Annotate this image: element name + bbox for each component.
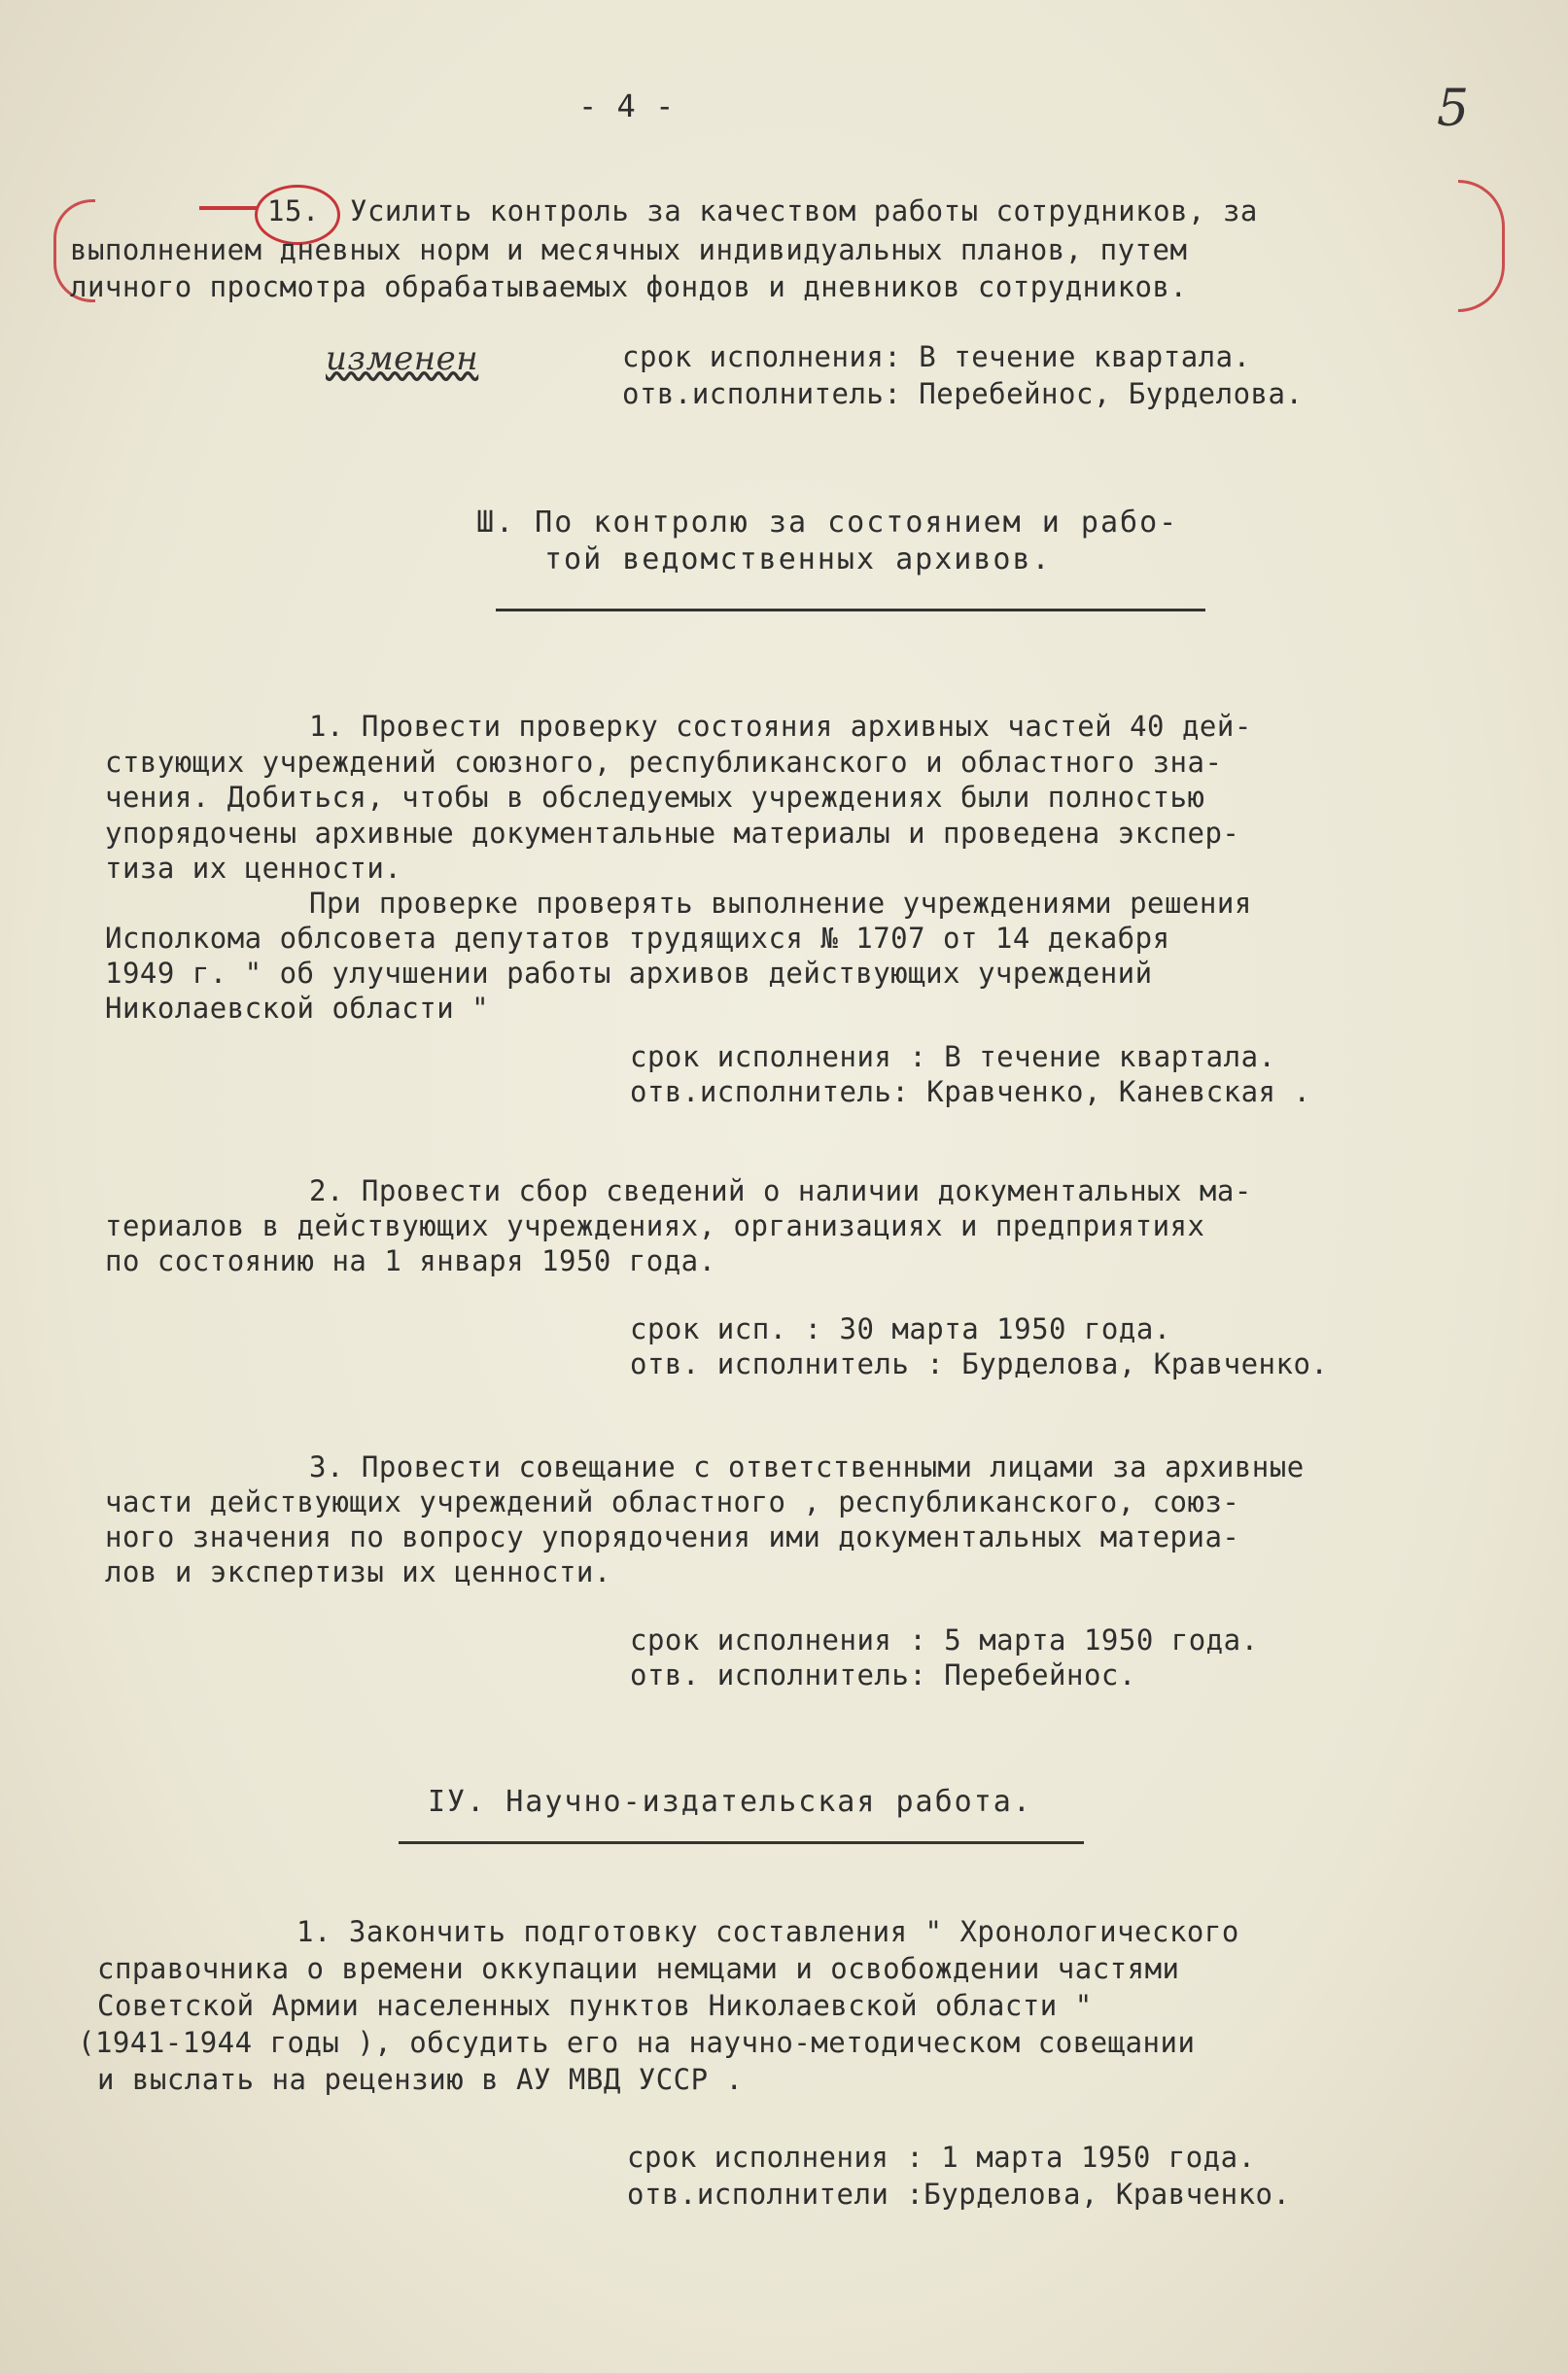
item-15-line-2: выполнением дневных норм и месячных индивидуальных планов, путем — [70, 233, 1188, 266]
s4-item-1-responsible: отв.исполнители :Бурделова, Кравченко. — [627, 2178, 1291, 2211]
s3-item-2-responsible: отв. исполнитель : Бурделова, Кравченко. — [630, 1347, 1329, 1380]
item-15-responsible: отв.исполнитель: Перебейнос, Бурделова. — [622, 377, 1304, 410]
s3-item-3-deadline: срок исполнения : 5 марта 1950 года. — [630, 1623, 1259, 1657]
s3-item-2-line-2: териалов в действующих учреждениях, организациях и предприятиях — [105, 1209, 1205, 1242]
section-3-title-line-1: Ш. По контролю за состоянием и рабо- — [476, 506, 1179, 540]
red-dash-mark — [199, 206, 258, 210]
s3-item-2-deadline: срок исп. : 30 марта 1950 года. — [630, 1312, 1171, 1345]
page-number: - 4 - — [578, 87, 675, 124]
s3-item-3-line-4: лов и экспертизы их ценности. — [105, 1555, 611, 1588]
s3-item-1-responsible: отв.исполнитель: Кравченко, Каневская . — [630, 1075, 1311, 1108]
section-3-title-line-2: той ведомственных архивов. — [544, 542, 1052, 576]
s3-item-1-line-5: тиза их ценности. — [105, 852, 402, 885]
s3-item-1-line-4: упорядочены архивные документальные материалы и проведена экспер- — [105, 817, 1240, 850]
item-15-number: 15. — [267, 194, 320, 227]
s3-item-2-line-3: по состоянию на 1 января 1950 года. — [105, 1244, 716, 1277]
sheet-number-handwritten: 5 — [1437, 80, 1470, 138]
section-3-underline — [496, 609, 1205, 611]
s3-item-3-line-3: ного значения по вопросу упорядочения ими документальных материа- — [105, 1520, 1240, 1553]
s3-item-1-line-1: 1. Провести проверку состояния архивных частей 40 дей- — [309, 710, 1252, 743]
item-15-line-3: личного просмотра обрабатываемых фондов и дневников сотрудников. — [70, 270, 1188, 303]
s4-item-1-line-3: Советской Армии населенных пунктов Николаевской области " — [97, 1989, 1093, 2022]
s3-item-2-line-1: 2. Провести сбор сведений о наличии документальных ма- — [309, 1174, 1252, 1207]
s3-item-3-line-1: 3. Провести совещание с ответственными лицами за архивные — [309, 1450, 1305, 1483]
item-15-deadline: срок исполнения: В течение квартала. — [622, 340, 1251, 373]
red-note-changed: изменен — [326, 339, 479, 378]
item-15-line-1: Усилить контроль за качеством работы сотрудников, за — [350, 194, 1258, 227]
s3-item-1-extra-3: 1949 г. " об улучшении работы архивов действующих учреждений — [105, 957, 1153, 990]
s3-item-1-line-2: ствующих учреждений союзного, республиканского и областного зна- — [105, 746, 1223, 779]
s4-item-1-line-1: 1. Закончить подготовку составления " Хронологического — [296, 1915, 1239, 1948]
s3-item-3-line-2: части действующих учреждений областного , республиканского, союз- — [105, 1485, 1240, 1518]
s3-item-1-line-3: чения. Добиться, чтобы в обследуемых учреждениях были полностью — [105, 781, 1205, 814]
red-bracket-right — [1458, 180, 1505, 312]
s3-item-3-responsible: отв. исполнитель: Перебейнос. — [630, 1658, 1136, 1692]
s3-item-1-extra-4: Николаевской области " — [105, 992, 490, 1025]
s4-item-1-line-4: (1941-1944 годы ), обсудить его на научно-методическом совещании — [78, 2026, 1196, 2059]
section-4-title: IУ. Научно-издательская работа. — [428, 1785, 1032, 1819]
s4-item-1-line-2: справочника о времени оккупации немцами и освобождении частями — [97, 1952, 1180, 1985]
section-4-underline — [399, 1841, 1084, 1844]
s3-item-1-extra-2: Исполкома облсовета депутатов трудящихся № 1707 от 14 декабря — [105, 922, 1170, 955]
s3-item-1-extra-1: При проверке проверять выполнение учреждениями решения — [309, 887, 1252, 920]
s4-item-1-deadline: срок исполнения : 1 марта 1950 года. — [627, 2141, 1256, 2174]
s3-item-1-deadline: срок исполнения : В течение квартала. — [630, 1040, 1276, 1073]
s4-item-1-line-5: и выслать на рецензию в АУ МВД УССР . — [97, 2063, 744, 2096]
